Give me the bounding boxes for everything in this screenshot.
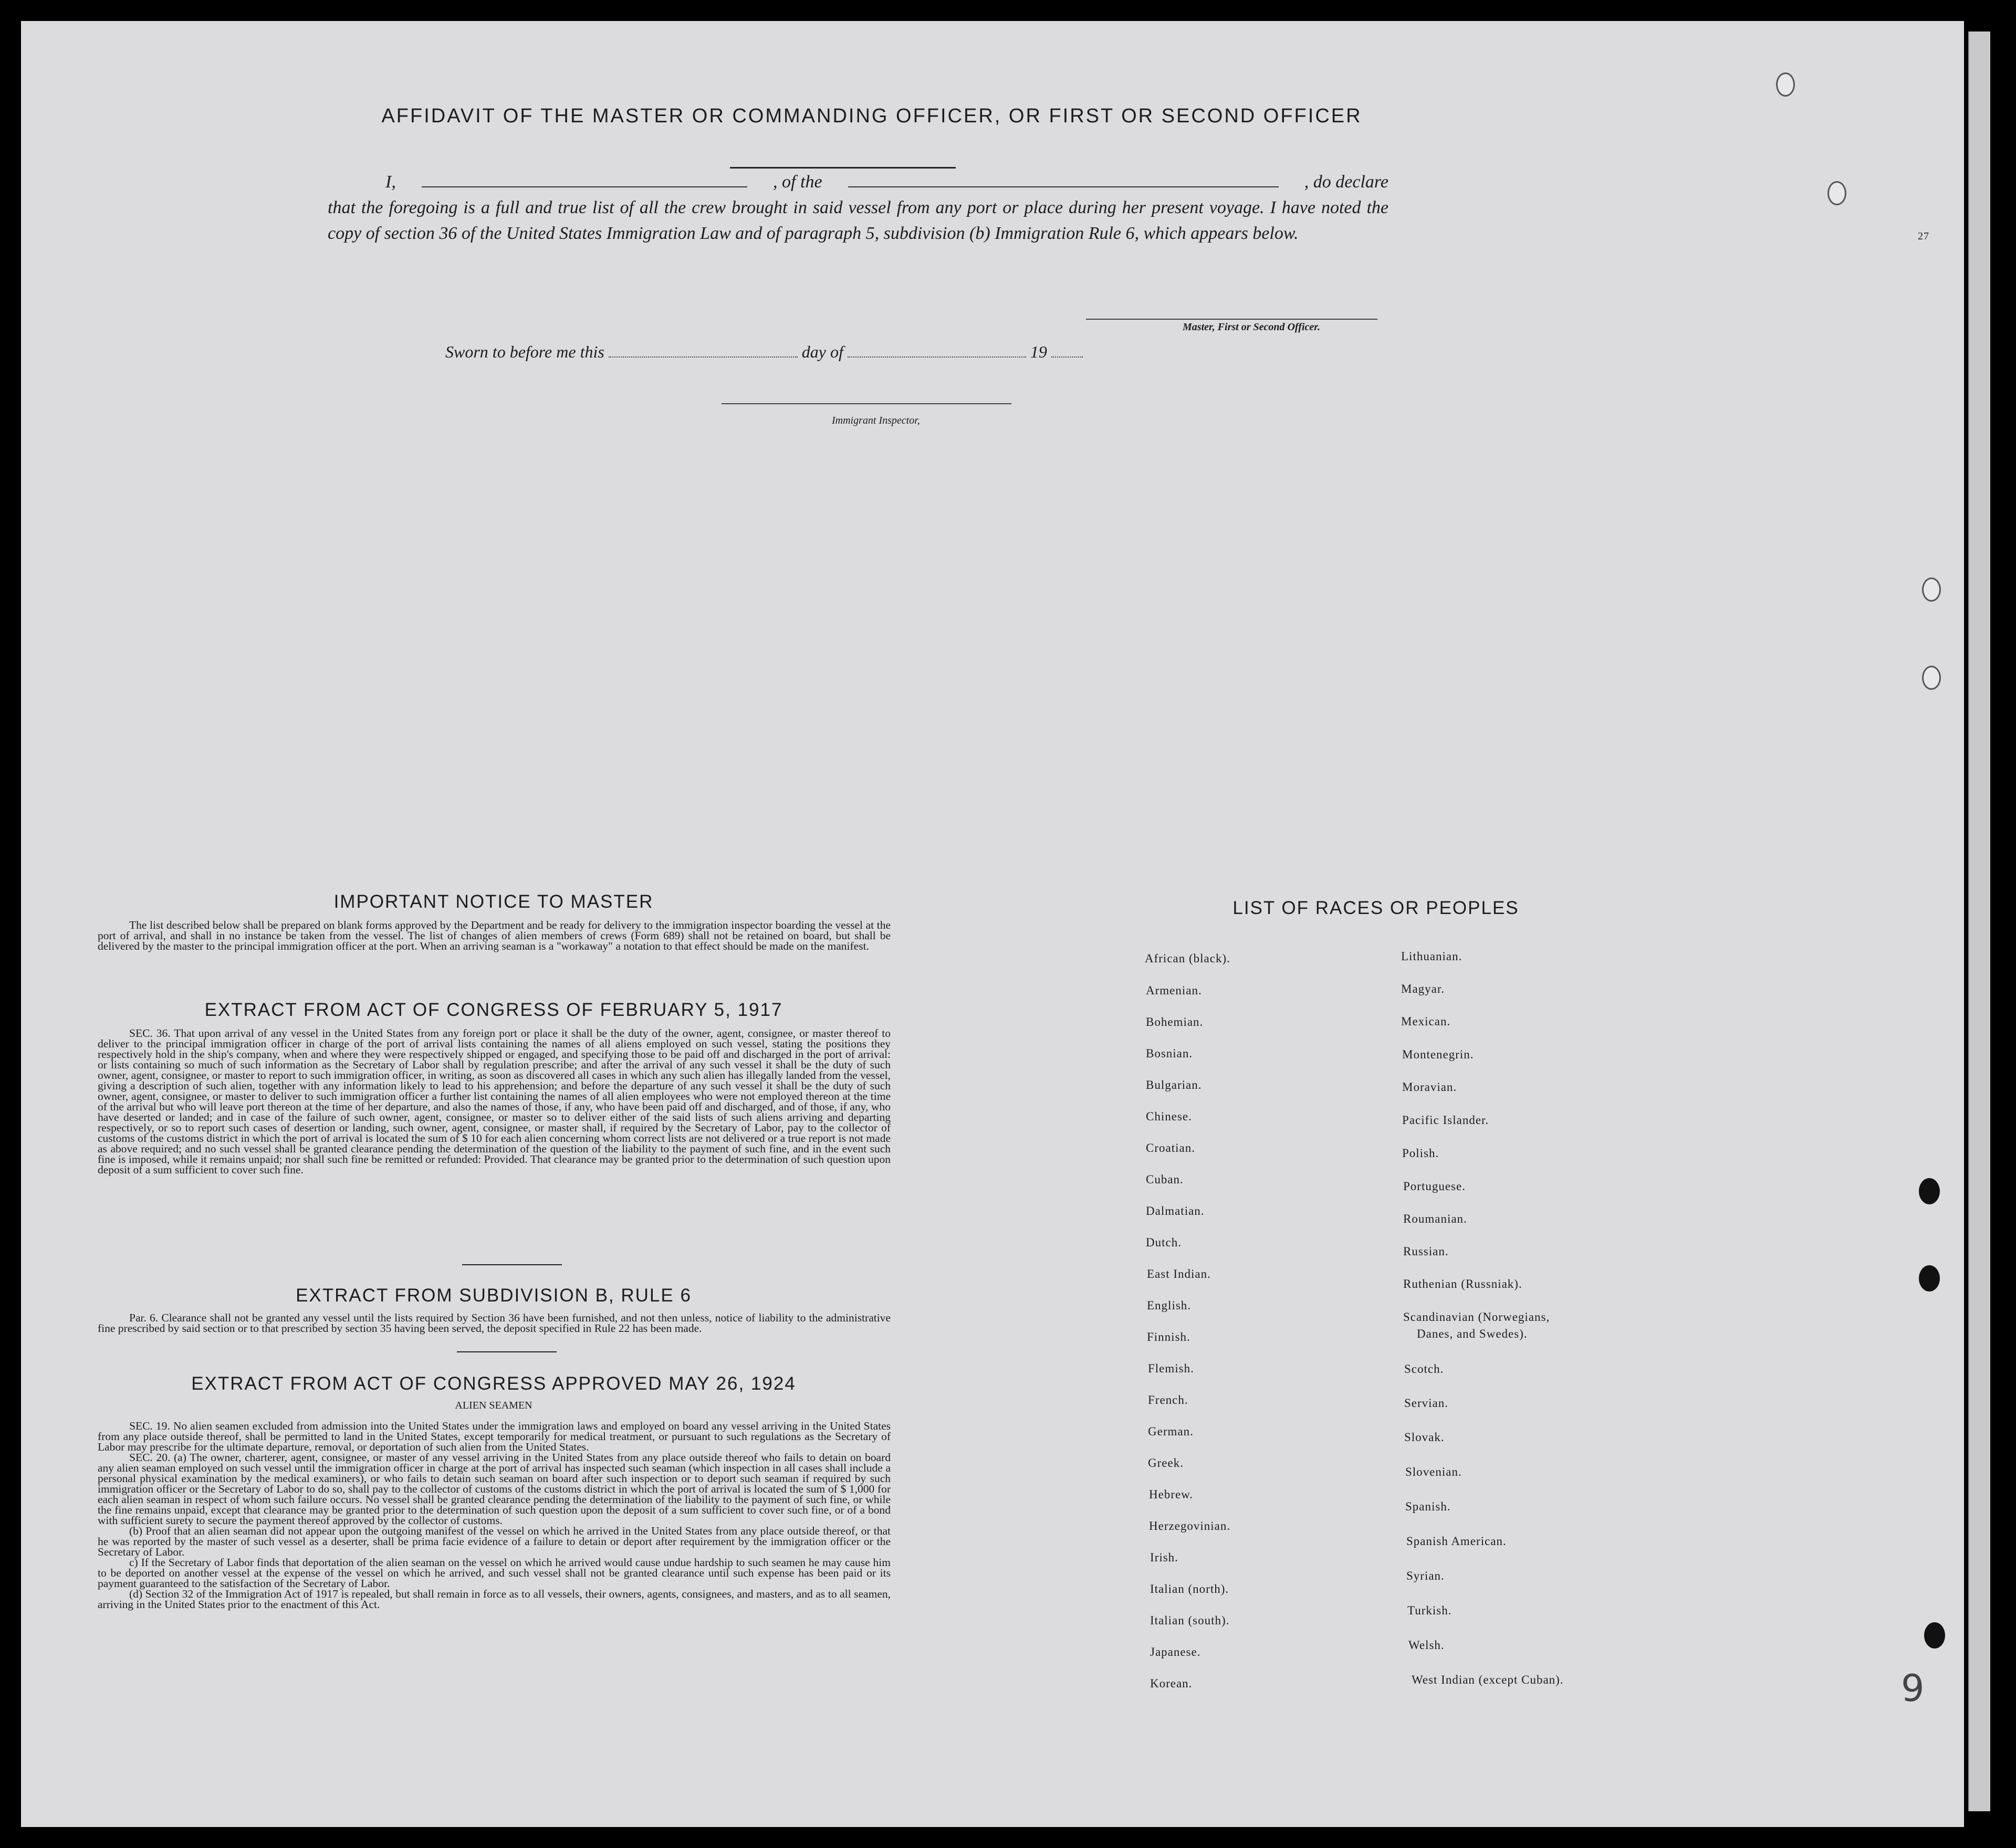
vessel-blank	[848, 173, 1279, 187]
affidavit-paragraph	[328, 169, 1388, 246]
race-item: Montenegrin.	[1402, 1048, 1474, 1061]
race-item: Russian.	[1403, 1245, 1449, 1258]
notice-title: IMPORTANT NOTICE TO MASTER	[333, 891, 654, 912]
binder-hole	[1919, 1265, 1940, 1292]
page-mark: 27	[1918, 230, 1929, 242]
act-1924-sec19: SEC. 19. No alien seamen excluded from admission into the United States under the immigration laws and employed on board any vessel arriving in the United States from any place outside thereof, shall be permitted to land in the United States, except temporarily for medical treatment, or pursuant to such regulations as the Secretary of Labor may prescribe for the ultimate departure, removal, or deportation of such alien from the United States.	[98, 1420, 891, 1453]
race-item: Roumanian.	[1403, 1212, 1467, 1225]
handwritten-mark: 9	[1901, 1667, 1925, 1710]
races-title: LIST OF RACES OR PEOPLES	[1232, 898, 1519, 918]
race-item: Greek.	[1148, 1456, 1184, 1469]
day-blank	[609, 346, 798, 358]
act-1924-sec20b: (b) Proof that an alien seaman did not appear upon the outgoing manifest of the vessel on which he arrived in the United States from any place outside thereof, or that he was reported by the master of such vessel as a deserter, shall be prima facie evidence of a failure to detain or deport after requirement by the immigration officer or the Secretary of Labor.	[98, 1525, 891, 1558]
master-signature-caption: Master, First or Second Officer.	[1183, 321, 1320, 333]
page-edge	[1968, 32, 1990, 1811]
race-item: Korean.	[1150, 1677, 1193, 1690]
race-item: Slovak.	[1404, 1431, 1445, 1444]
race-item: Cuban.	[1146, 1173, 1184, 1186]
race-item: Herzegovinian.	[1149, 1519, 1231, 1532]
race-item: West Indian (except Cuban).	[1412, 1673, 1564, 1686]
section-divider	[457, 1351, 557, 1352]
race-item: Scotch.	[1404, 1362, 1444, 1376]
rule-6-text: Par. 6. Clearance shall not be granted any vessel until the lists required by Section 36 have been furnished, and not then unless, notice of liability to the administrative fine prescribed by said section or to that prescribed by section 35 having been served, the deposit specified in Rule 22 has been made.	[98, 1311, 891, 1335]
race-item: Chinese.	[1146, 1110, 1192, 1123]
act-1924-sec20d: (d) Section 32 of the Immigration Act of 1917 is repealed, but shall remain in force as to all vessels, their owners, agents, consignees, and masters, and as to all seamen, arriving in the United States prior to the enactment of this Act.	[98, 1588, 891, 1611]
of-the-label: , of the	[773, 172, 822, 192]
race-item: Dutch.	[1146, 1236, 1182, 1249]
section-divider	[462, 1264, 562, 1265]
race-item: African (black).	[1145, 952, 1230, 965]
sworn-prefix: Sworn to before me this	[445, 342, 604, 361]
binder-hole	[1827, 181, 1846, 205]
race-item: Servian.	[1404, 1396, 1449, 1410]
inspector-caption: Immigrant Inspector,	[832, 415, 920, 426]
name-blank	[422, 173, 747, 187]
month-blank	[848, 346, 1026, 358]
race-item: Portuguese.	[1403, 1180, 1466, 1193]
race-item: Bulgarian.	[1146, 1078, 1202, 1091]
race-item: Ruthenian (Russniak).	[1403, 1277, 1522, 1290]
i-label: I,	[385, 172, 396, 192]
race-item: French.	[1148, 1393, 1188, 1406]
binder-hole	[1922, 666, 1941, 690]
binder-hole	[1919, 1178, 1940, 1204]
race-item: Syrian.	[1406, 1569, 1445, 1582]
race-item: Magyar.	[1401, 982, 1445, 995]
act-1917-text: SEC. 36. That upon arrival of any vessel in the United States from any foreign port or place it shall be the duty of the owner, agent, consignee, or master thereof to deliver to the principal immigration officer in charge of the port of arrival lists containing the names of all aliens employed on such vessel, stating the positions they respectively hold in the ship's company, when and where they were respectively shipped or engaged, and specifying those to be paid off and discharged in the port of arrival: or lists containing so much of such information as the Secretary of Labor shall by regulation prescribe; and after the arrival of any such vessel it shall be the duty of such owner, agent, consignee, or master to report to such immigration officer, in writing, as soon as discovered all cases in which any such alien has illegally landed from the vessel, giving a description of such alien, together with any information likely to lead to his apprehension; and before the departure of any such vessel it shall be the duty of such owner, agent, consignee, or master to deliver to such immigration officer a further list containing the names of all alien employees who were not employed thereon at the time of the arrival but who will leave port thereon at the time of her departure, and also the names of those, if any, who have been paid off and discharged, and of those, if any, who have deserted or landed; and in case of the failure of such owner, agent, consignee, or master so to deliver either of the said lists of such aliens arriving and departing respectively, or so to report such cases of desertion or landing, such owner, agent, consignee, or master shall, if required by the Secretary of Labor, pay to the collector of customs of the customs district in which the port of arrival is located the sum of $ 10 for each alien concerning whom correct lists are not delivered or a true report is not made as above required; and no such vessel shall be granted clearance pending the determination of the question of the liability to the payment of such fine, and in the event such fine is imposed, while it remains unpaid; nor shall such fine be remitted or refunded: Provided. That clearance may be granted prior to the determination of such question upon deposit of a sum sufficient to cover such fine.	[98, 1027, 891, 1176]
declaration-line	[328, 169, 1388, 195]
notice-text: The list described below shall be prepared on blank forms approved by the Department and be ready for delivery to the immigration inspector boarding the vessel at the port of arrival, and shall in no instance be taken from the vessel. The list of changes of alien members of crews (Form 689) shall not be retained on board, but shall be delivered by the master to the principal immigration officer at the port. When an arriving seaman is a "workaway" a notation to that effect should be made on the manifest.	[98, 919, 891, 952]
act-1924-body	[98, 1421, 891, 1610]
race-item: Italian (north).	[1150, 1582, 1229, 1595]
race-item: Flemish.	[1148, 1362, 1194, 1375]
day-of-label: day of	[801, 342, 843, 361]
sworn-line	[445, 342, 1083, 362]
master-signature-line	[1086, 319, 1377, 320]
act-1924-sec20a: SEC. 20. (a) The owner, charterer, agent, consignee, or master of any vessel arriving in the United States from any place outside thereof who fails to detain on board any alien seaman employed on such vessel until the immigration officer in charge at the port of arrival has inspected such seaman (which inspection in all cases shall include a personal physical examination by the medical examiners), or who fails to detain such seaman on board after such inspection or to deport such seaman if required by such immigration officer or the Secretary of Labor to do so, shall pay to the collector of customs of the customs district in which the port of arrival is located the sum of $ 1,000 for each alien seaman in respect of whom such failure occurs. No vessel shall be granted clearance pending the determination of the liability to the payment of such fine, or while the fine remains unpaid, except that clearance may be granted prior to the determination of such question upon the deposit of a sum sufficient to cover such fine, or of a bond with sufficient surety to secure the payment thereof approved by the collector of customs.	[98, 1451, 891, 1527]
race-item: Polish.	[1402, 1147, 1439, 1160]
race-item: Danes, and Swedes).	[1417, 1327, 1528, 1340]
race-item: Pacific Islander.	[1402, 1114, 1489, 1127]
race-item: Slovenian.	[1405, 1465, 1462, 1478]
binder-hole	[1924, 1622, 1945, 1648]
race-item: Scandinavian (Norwegians,	[1403, 1310, 1550, 1324]
race-item: Lithuanian.	[1401, 950, 1463, 963]
race-item: Bohemian.	[1146, 1015, 1204, 1028]
race-item: Dalmatian.	[1146, 1204, 1205, 1217]
race-item: Irish.	[1150, 1551, 1178, 1564]
binder-hole	[1776, 72, 1795, 97]
affidavit-title: AFFIDAVIT OF THE MASTER OR COMMANDING OFFICER, OR FIRST OR SECOND OFFICER	[381, 105, 1362, 127]
race-item: Croatian.	[1146, 1141, 1195, 1154]
race-item: Japanese.	[1150, 1645, 1201, 1658]
race-item: Bosnian.	[1146, 1047, 1193, 1060]
declaration-statement: that the foregoing is a full and true list of all the crew brought in said vessel from any port or place during her present voyage. I have noted the copy of section 36 of the United States Immigration Law and of paragraph 5, subdivision (b) Immigration Rule 6, which appears below.	[328, 198, 1388, 243]
rule-6-title: EXTRACT FROM SUBDIVISION B, RULE 6	[296, 1285, 692, 1306]
race-item: Spanish.	[1405, 1500, 1451, 1513]
race-item: Hebrew.	[1149, 1488, 1194, 1501]
race-item: Spanish American.	[1406, 1535, 1507, 1548]
act-1924-title: EXTRACT FROM ACT OF CONGRESS APPROVED MAY 26, 1924	[191, 1373, 796, 1394]
race-item: East Indian.	[1147, 1267, 1211, 1280]
binder-hole	[1922, 578, 1941, 602]
act-1917-title: EXTRACT FROM ACT OF CONGRESS OF FEBRUARY 5, 1917	[204, 1000, 783, 1020]
race-item: Mexican.	[1401, 1015, 1451, 1028]
year-blank	[1051, 346, 1083, 358]
act-1924-sec20c: c) If the Secretary of Labor finds that deportation of the alien seaman on the vessel on which he arrived would cause undue hardship to such seamen he may cause him to be deported on another vessel at the expense of the vessel on which he arrived, and such vessel shall not be granted clearance until such expense has been paid or its payment guaranteed to the satisfaction of the Secretary of Labor.	[98, 1556, 891, 1590]
inspector-signature-line	[722, 403, 1011, 404]
year-prefix: 19	[1030, 342, 1047, 361]
race-item: German.	[1148, 1425, 1194, 1438]
race-item: Welsh.	[1408, 1639, 1445, 1652]
act-1924-subtitle: ALIEN SEAMEN	[455, 1400, 532, 1411]
race-item: English.	[1147, 1299, 1192, 1312]
title-underline	[730, 167, 956, 169]
race-item: Moravian.	[1402, 1080, 1457, 1094]
race-item: Turkish.	[1407, 1604, 1452, 1617]
declare-label: , do declare	[1304, 172, 1388, 192]
race-item: Italian (south).	[1150, 1614, 1230, 1627]
race-item: Finnish.	[1147, 1330, 1190, 1343]
race-item: Armenian.	[1146, 984, 1202, 997]
